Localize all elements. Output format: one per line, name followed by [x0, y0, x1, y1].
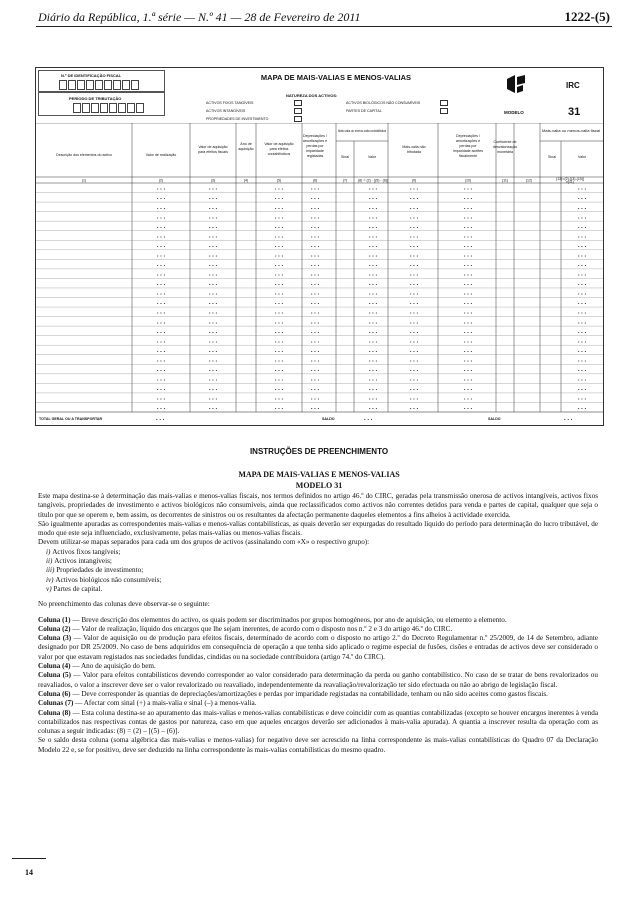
table-cell-placeholder[interactable]: . . .	[368, 328, 378, 335]
col-number-9: (9)	[411, 178, 417, 183]
checkbox-capital-shares[interactable]	[440, 108, 448, 114]
checkbox-biological[interactable]	[440, 100, 448, 106]
col-header-coef-1: Coeficiente de	[493, 140, 517, 144]
table-cell-placeholder[interactable]: . . .	[368, 290, 378, 297]
table-cell-placeholder[interactable]: . . .	[368, 281, 378, 288]
list-item: v) Partes de capital.	[46, 584, 103, 593]
asset-nature-label: NATUREZA DOS ACTIVOS:	[286, 93, 338, 98]
table-cell-placeholder[interactable]: . . .	[409, 233, 419, 240]
instructions-subtitle-1: MAPA DE MAIS-VALIAS E MENOS-VALIAS	[238, 470, 400, 479]
option-investment-property: PROPRIEDADES DE INVESTIMENTO	[206, 117, 269, 121]
table-cell-placeholder[interactable]: . . .	[274, 366, 284, 373]
table-cell-placeholder[interactable]: . . .	[463, 328, 473, 335]
table-cell-placeholder[interactable]: . . .	[208, 204, 218, 211]
table-cell-placeholder[interactable]: . . .	[409, 386, 419, 393]
table-cell-placeholder[interactable]: . . .	[310, 357, 320, 364]
table-cell-placeholder[interactable]: . . .	[310, 319, 320, 326]
table-cell-placeholder[interactable]: . . .	[577, 338, 587, 345]
table-cell-placeholder[interactable]: . . .	[368, 271, 378, 278]
table-cell-placeholder[interactable]: . . .	[577, 366, 587, 373]
table-cell-placeholder[interactable]: . . .	[409, 347, 419, 354]
table-cell-placeholder[interactable]: . . .	[577, 233, 587, 240]
table-cell-placeholder[interactable]: . . .	[409, 366, 419, 373]
table-cell-placeholder[interactable]: . . .	[156, 395, 166, 402]
journal-title: Diário da República, 1.ª série — N.º 41 — 28 de Fevereiro de 2011	[38, 10, 361, 24]
col-number-12: (12)	[525, 178, 533, 183]
table-cell-placeholder[interactable]: . . .	[208, 300, 218, 307]
table-cell-placeholder[interactable]: . . .	[274, 204, 284, 211]
total-accounting-dots: . . .	[364, 416, 373, 422]
table-cell-placeholder[interactable]: . . .	[208, 242, 218, 249]
table-cell-placeholder[interactable]: . . .	[274, 290, 284, 297]
tax-authority-logo	[505, 75, 527, 93]
table-cell-placeholder[interactable]: . . .	[310, 328, 320, 335]
instructions-body	[38, 492, 598, 755]
table-cell-placeholder[interactable]: . . .	[368, 338, 378, 345]
table-cell-placeholder[interactable]: . . .	[577, 386, 587, 393]
table-cell-placeholder[interactable]: . . .	[310, 309, 320, 316]
column-instruction: Coluna (2) — Valor de realização, líquido dos encargos que lhe sejam inerentes, de acordo com o disposto nos n.º 2 e 3 do artigo 46.º do CIRC.	[38, 624, 453, 633]
footer-rule	[12, 858, 46, 859]
table-cell-placeholder[interactable]: . . .	[208, 395, 218, 402]
table-cell-placeholder[interactable]: . . .	[274, 195, 284, 202]
table-cell-placeholder[interactable]: . . .	[463, 271, 473, 278]
column-instruction: Coluna (6) — Deve corresponder às quantias de depreciações/amortizações e perdas por imparidade registadas na contabilidade, tenham ou não sido aceites como gastos fiscais.	[38, 689, 548, 698]
header-rule	[36, 26, 612, 27]
table-cell-placeholder[interactable]: . . .	[156, 366, 166, 373]
table-cell-placeholder[interactable]: . . .	[368, 386, 378, 393]
table-cell-placeholder[interactable]: . . .	[409, 271, 419, 278]
table-cell-placeholder[interactable]: . . .	[310, 262, 320, 269]
table-cell-placeholder[interactable]: . . .	[310, 347, 320, 354]
col-header-untaxed-1: Mais-valia não	[402, 145, 426, 149]
table-cell-placeholder[interactable]: . . .	[310, 386, 320, 393]
checkbox-fixed-tangible[interactable]	[294, 100, 302, 106]
table-cell-placeholder[interactable]: . . .	[409, 309, 419, 316]
col-header-coef-3: monetária	[497, 150, 513, 154]
table-cell-placeholder[interactable]: . . .	[409, 300, 419, 307]
list-item: i) Activos fixos tangíveis;	[46, 547, 121, 556]
table-cell-placeholder[interactable]: . . .	[577, 376, 587, 383]
option-fixed-tangible: ACTIVOS FIXOS TANGÍVEIS	[206, 101, 254, 105]
table-cell-placeholder[interactable]: . . .	[310, 204, 320, 211]
table-cell-placeholder[interactable]: . . .	[274, 281, 284, 288]
col-number-4: (4)	[243, 178, 249, 183]
table-cell-placeholder[interactable]: . . .	[156, 290, 166, 297]
table-cell-placeholder[interactable]: . . .	[577, 328, 587, 335]
map-title: MAPA DE MAIS-VALIAS E MENOS-VALIAS	[260, 73, 412, 82]
col-header-depr-2: amortizações e	[302, 139, 328, 143]
table-cell-placeholder[interactable]: . . .	[208, 347, 218, 354]
table-cell-placeholder[interactable]: . . .	[274, 405, 284, 412]
table-cell-placeholder[interactable]: . . .	[409, 395, 419, 402]
table-cell-placeholder[interactable]: . . .	[156, 185, 166, 192]
paragraph-separate-maps: Devem utilizar-se mapas separados para cada um dos grupos de activos (assinalando com «X» o respectivo grupo):	[38, 538, 370, 547]
table-cell-placeholder[interactable]: . . .	[208, 185, 218, 192]
col-header-fdepr-3: perdas por	[459, 144, 477, 148]
col-header-value-2: Valor	[577, 155, 587, 159]
nif-box	[38, 70, 165, 92]
table-cell-placeholder[interactable]: . . .	[208, 376, 218, 383]
table-cell-placeholder[interactable]: . . .	[463, 405, 473, 412]
table-cell-placeholder[interactable]: . . .	[156, 328, 166, 335]
page-number: 14	[25, 868, 33, 877]
col-header-year-1: Ano de	[240, 142, 252, 146]
column-instruction: Coluna (8) — Esta coluna destina-se ao apuramento das mais-valias e menos-valias contabilísticas e deve coincidir com as quantias contabilizadas (excepto se houver encargos inerentes à venda contabilizados nas respectivas contas de gastos por natureza, caso em que aqueles encargos deverão ser adicionados à mais-valia apurada). A quantia a inscrever resulta da operação com as colunas a seguir indicadas: (8) = (2) – [(5) – (6)].	[38, 708, 599, 736]
col-number-8: (8) = (2) - [(5) - (6)]	[357, 178, 389, 183]
column-instruction: Coluna (3) — Valor de aquisição ou de produção para efeitos fiscais, determinado de acordo com o disposto no artigo 2.º do Decreto Regulamentar n.º 25/2009, de 14 de Setembro, adiante designado por DR 25/2009. No caso de bens adquiridos em consequência de operação a que tenha sido aplicado o regime especial de fusões, cisões e entradas de activos deve ser considerado o valor por que estavam registados nas sociedades fundidas, cindidas ou na sociedade contribuidora (artigo 74.º do CIRC).	[38, 634, 598, 661]
table-cell-placeholder[interactable]: . . .	[310, 185, 320, 192]
total-fiscal-dots: . . .	[564, 416, 573, 422]
paragraph-accounting: São igualmente apuradas as correspondentes mais-valias e menos-valias contabilísticas, as quais deverão ser expurgadas do resultado líquido do período para determinação do lucro tributável, de modo que este seja influenciado, exclusivamente, pelas mais-valias ou menos-valias fiscais.	[38, 519, 598, 538]
table-cell-placeholder[interactable]: . . .	[409, 223, 419, 230]
table-cell-placeholder[interactable]: . . .	[368, 252, 378, 259]
table-cell-placeholder[interactable]: . . .	[368, 223, 378, 230]
table-cell-placeholder[interactable]: . . .	[368, 405, 378, 412]
col-number-5: (5)	[276, 178, 282, 183]
table-cell-placeholder[interactable]: . . .	[368, 319, 378, 326]
table-cell-placeholder[interactable]: . . .	[409, 328, 419, 335]
table-cell-placeholder[interactable]: . . .	[156, 281, 166, 288]
table-cell-placeholder[interactable]: . . .	[208, 271, 218, 278]
table-cell-placeholder[interactable]: . . .	[310, 395, 320, 402]
table-cell-placeholder[interactable]: . . .	[274, 223, 284, 230]
table-cell-placeholder[interactable]: . . .	[577, 242, 587, 249]
table-cell-placeholder[interactable]: . . .	[409, 319, 419, 326]
table-cell-placeholder[interactable]: . . .	[577, 195, 587, 202]
table-cell-placeholder[interactable]: . . .	[274, 233, 284, 240]
table-cell-placeholder[interactable]: . . .	[409, 242, 419, 249]
table-cell-placeholder[interactable]: . . .	[577, 405, 587, 412]
table-cell-placeholder[interactable]: . . .	[156, 195, 166, 202]
col-header-depr-4: imparidade	[306, 149, 324, 153]
table-cell-placeholder[interactable]: . . .	[577, 214, 587, 221]
col-header-untaxed-2: tributada	[407, 150, 421, 154]
table-cell-placeholder[interactable]: . . .	[463, 223, 473, 230]
table-cell-placeholder[interactable]: . . .	[463, 357, 473, 364]
table-cell-placeholder[interactable]: . . .	[577, 290, 587, 297]
option-capital-shares: PARTES DE CAPITAL	[346, 109, 382, 113]
table-cell-placeholder[interactable]: . . .	[156, 223, 166, 230]
page-reference: 1222-(5)	[564, 9, 610, 24]
table-cell-placeholder[interactable]: . . .	[310, 242, 320, 249]
table-cell-placeholder[interactable]: . . .	[208, 223, 218, 230]
table-cell-placeholder[interactable]: . . .	[463, 185, 473, 192]
column-instruction: Coluna (5) — Valor para efeitos contabilísticos devendo corresponder ao valor considerado para determinação da perda ou ganho contabilístico. No caso de se tratar de bens revalorizados ou reavaliados, o valor a inscrever deve ser o valor revalorizado ou reavaliado, independentemente da reavaliação/revalorização ter sido efectuada ou não ao abrigo de legislação fiscal.	[38, 671, 598, 689]
table-cell-placeholder[interactable]: . . .	[577, 309, 587, 316]
col-number-3: (3)	[210, 178, 216, 183]
table-cell-placeholder[interactable]: . . .	[208, 319, 218, 326]
table-cell-placeholder[interactable]: . . .	[368, 357, 378, 364]
col-number-13b: x(11)	[566, 180, 574, 184]
table-cell-placeholder[interactable]: . . .	[208, 281, 218, 288]
table-cell-placeholder[interactable]: . . .	[156, 262, 166, 269]
table-cell-placeholder[interactable]: . . .	[463, 319, 473, 326]
table-cell-placeholder[interactable]: . . .	[156, 214, 166, 221]
table-cell-placeholder[interactable]: . . .	[274, 300, 284, 307]
col-header-realization-value: Valor de realização	[145, 153, 177, 157]
table-cell-placeholder[interactable]: . . .	[310, 223, 320, 230]
table-cell-placeholder[interactable]: . . .	[409, 262, 419, 269]
table-cell-placeholder[interactable]: . . .	[310, 290, 320, 297]
table-cell-placeholder[interactable]: . . .	[368, 204, 378, 211]
table-cell-placeholder[interactable]: . . .	[156, 242, 166, 249]
table-cell-placeholder[interactable]: . . .	[368, 195, 378, 202]
table-cell-placeholder[interactable]: . . .	[208, 290, 218, 297]
table-cell-placeholder[interactable]: . . .	[208, 366, 218, 373]
table-cell-placeholder[interactable]: . . .	[310, 281, 320, 288]
col-header-depr-3: perdas por	[306, 144, 324, 148]
table-cell-placeholder[interactable]: . . .	[368, 233, 378, 240]
col-number-7: (7)	[342, 178, 348, 183]
table-cell-placeholder[interactable]: . . .	[156, 300, 166, 307]
col-number-10: (10)	[464, 178, 472, 183]
table-cell-placeholder[interactable]: . . .	[310, 405, 320, 412]
table-cell-placeholder[interactable]: . . .	[274, 214, 284, 221]
col-header-sign: Sinal	[341, 155, 349, 159]
col-header-fiscal-acq-2: para efeitos fiscais	[198, 150, 228, 154]
saldo-fiscal: SALDO	[488, 417, 501, 421]
table-cell-placeholder[interactable]: . . .	[274, 309, 284, 316]
col-header-sign-2: Sinal	[548, 155, 556, 159]
table-cell-placeholder[interactable]: . . .	[409, 357, 419, 364]
table-cell-placeholder[interactable]: . . .	[409, 281, 419, 288]
col-header-acc-acq-2: para efeitos	[269, 147, 289, 151]
table-cell-placeholder[interactable]: . . .	[274, 357, 284, 364]
table-cell-placeholder[interactable]: . . .	[577, 223, 587, 230]
table-cell-placeholder[interactable]: . . .	[274, 252, 284, 259]
table-cell-placeholder[interactable]: . . .	[409, 376, 419, 383]
table-cell-placeholder[interactable]: . . .	[368, 395, 378, 402]
col-header-depr-5: registadas	[306, 154, 324, 158]
col-header-fiscal-gain: Mais-valia ou menos-valia fiscal	[542, 129, 601, 133]
table-cell-placeholder[interactable]: . . .	[310, 366, 320, 373]
table-cell-placeholder[interactable]: . . .	[274, 242, 284, 249]
checkbox-investment-property[interactable]	[294, 116, 302, 122]
total-label: TOTAL GERAL OU A TRANSPORTAR	[39, 417, 103, 421]
table-cell-placeholder[interactable]: . . .	[368, 214, 378, 221]
table-cell-placeholder[interactable]: . . .	[310, 376, 320, 383]
table-cell-placeholder[interactable]: . . .	[274, 185, 284, 192]
table-cell-placeholder[interactable]: . . .	[409, 405, 419, 412]
table-cell-placeholder[interactable]: . . .	[463, 366, 473, 373]
list-item: ii) Activos intangíveis;	[46, 557, 112, 566]
column-instruction: Coluna (4) — Ano de aquisição do bem.	[38, 662, 156, 671]
saldo-accounting: SALDO	[322, 417, 335, 421]
column-instruction: Se o saldo desta coluna (soma algébrica das mais-valias e menos-valias) for negativo deve ser acrescido na linha correspondente às mais-valias contabilísticas do Quadro 07 da Declaração Modelo 22 e, se for positivo, deve ser deduzido na linha correspondente às mais-valias contabilísticas do mesmo quadro.	[38, 736, 598, 754]
table-cell-placeholder[interactable]: . . .	[368, 185, 378, 192]
instructions-heading: INSTRUÇÕES DE PREENCHIMENTO	[249, 447, 389, 456]
table-cell-placeholder[interactable]: . . .	[274, 319, 284, 326]
table-cell-placeholder[interactable]: . . .	[310, 338, 320, 345]
table-cell-placeholder[interactable]: . . .	[368, 376, 378, 383]
table-cell-placeholder[interactable]: . . .	[463, 347, 473, 354]
table-cell-placeholder[interactable]: . . .	[463, 395, 473, 402]
table-cell-placeholder[interactable]: . . .	[368, 309, 378, 316]
col-number-13: (13)=(2)-[(3)-(10)]	[555, 177, 585, 181]
table-cell-placeholder[interactable]: . . .	[577, 252, 587, 259]
col-number-2: (2)	[158, 178, 164, 183]
table-cell-placeholder[interactable]: . . .	[208, 195, 218, 202]
period-label: PERÍODO DE TRIBUTAÇÃO	[69, 96, 122, 101]
table-cell-placeholder[interactable]: . . .	[208, 309, 218, 316]
table-cell-placeholder[interactable]: . . .	[208, 338, 218, 345]
table-cell-placeholder[interactable]: . . .	[274, 338, 284, 345]
table-cell-placeholder[interactable]: . . .	[409, 338, 419, 345]
option-intangible: ACTIVOS INTANGÍVEIS	[206, 109, 246, 113]
table-cell-placeholder[interactable]: . . .	[368, 300, 378, 307]
table-cell-placeholder[interactable]: . . .	[156, 347, 166, 354]
table-cell-placeholder[interactable]: . . .	[463, 376, 473, 383]
period-box	[38, 92, 165, 116]
table-cell-placeholder[interactable]: . . .	[463, 252, 473, 259]
col-header-year-2: aquisição	[238, 147, 254, 151]
modelo-31-form	[35, 67, 604, 426]
table-cell-placeholder[interactable]: . . .	[156, 309, 166, 316]
table-cell-placeholder[interactable]: . . .	[577, 357, 587, 364]
table-cell-placeholder[interactable]: . . .	[310, 300, 320, 307]
table-cell-placeholder[interactable]: . . .	[409, 290, 419, 297]
col-header-fdepr-4: imparidade aceites	[452, 149, 484, 153]
table-cell-placeholder[interactable]: . . .	[463, 204, 473, 211]
table-cell-placeholder[interactable]: . . .	[208, 214, 218, 221]
table-cell-placeholder[interactable]: . . .	[208, 252, 218, 259]
table-cell-placeholder[interactable]: . . .	[208, 357, 218, 364]
table-cell-placeholder[interactable]: . . .	[208, 386, 218, 393]
table-cell-placeholder[interactable]: . . .	[274, 271, 284, 278]
table-cell-placeholder[interactable]: . . .	[463, 262, 473, 269]
instructions-subtitle	[0, 469, 638, 491]
table-cell-placeholder[interactable]: . . .	[368, 366, 378, 373]
modelo-number: 31	[568, 106, 581, 118]
column-instruction: Coluna (1) — Breve descrição dos elementos do activo, os quais podem ser discriminados por grupos homogéneos, por ano de aquisição, ou elemento a elemento.	[38, 615, 507, 624]
table-cell-placeholder[interactable]: . . .	[463, 214, 473, 221]
col-header-acc-acq-3: contabilísticos	[267, 152, 291, 156]
paragraph-purpose: Este mapa destina-se à determinação das mais-valias e menos-valias fiscais, nos termos definidos no artigo 46.º do CIRC, geradas pela transmissão onerosa de activos intangíveis, activos fixos tangíveis, propriedades de investimento e activos biológicos não consumíveis, ainda que reclassificados como activos não correntes detidos para venda e partes de capital, qualquer que seja o título por que se operem e, bem assim, os decorrentes de sinistros ou os resultantes da afectação permanente daqueles elementos a fins alheios à actividade exercida.	[38, 492, 598, 519]
col-header-acc-acq-1: Valor de aquisição	[264, 142, 294, 146]
col-header-fiscal-acq-1: Valor de aquisição	[198, 145, 228, 149]
table-cell-placeholder[interactable]: . . .	[274, 376, 284, 383]
table-cell-placeholder[interactable]: . . .	[368, 242, 378, 249]
list-item: iii) Propriedades de investimento;	[46, 566, 144, 575]
table-cell-placeholder[interactable]: . . .	[463, 338, 473, 345]
table-cell-placeholder[interactable]: . . .	[208, 328, 218, 335]
col-header-description: Descrição dos elementos do activo	[56, 153, 112, 157]
col-number-11: (11)	[501, 178, 509, 183]
table-cell-placeholder[interactable]: . . .	[463, 281, 473, 288]
table-cell-placeholder[interactable]: . . .	[577, 300, 587, 307]
table-cell-placeholder[interactable]: . . .	[463, 300, 473, 307]
col-header-coef-2: desvalorização	[493, 145, 517, 149]
table-cell-placeholder[interactable]: . . .	[208, 233, 218, 240]
paragraph-columns-intro: No preenchimento das colunas deve observar-se o seguinte:	[38, 600, 210, 609]
table-cell-placeholder[interactable]: . . .	[368, 262, 378, 269]
table-cell-placeholder[interactable]: . . .	[577, 262, 587, 269]
table-cell-placeholder[interactable]: . . .	[310, 271, 320, 278]
table-cell-placeholder[interactable]: . . .	[274, 328, 284, 335]
table-cell-placeholder[interactable]: . . .	[577, 319, 587, 326]
list-item: iv) Activos biológicos não consumíveis;	[46, 575, 162, 584]
table-cell-placeholder[interactable]: . . .	[577, 185, 587, 192]
table-cell-placeholder[interactable]: . . .	[463, 290, 473, 297]
table-cell-placeholder[interactable]: . . .	[274, 347, 284, 354]
assets-table	[36, 123, 603, 425]
table-cell-placeholder[interactable]: . . .	[274, 386, 284, 393]
irc-label: IRC	[566, 81, 580, 90]
table-cell-placeholder[interactable]: . . .	[156, 204, 166, 211]
table-cell-placeholder[interactable]: . . .	[463, 195, 473, 202]
modelo-label: MODELO	[504, 110, 524, 115]
column-instruction: Colunas (7) — Afectar com sinal (+) a mais-valia e sinal (–) a menos-valia.	[38, 699, 257, 708]
col-header-fdepr-5: fiscalmente	[458, 154, 478, 158]
col-number-1: (1)	[81, 178, 87, 183]
table-cell-placeholder[interactable]: . . .	[310, 233, 320, 240]
total-realization-dots: . . .	[156, 416, 165, 422]
table-cell-placeholder[interactable]: . . .	[409, 204, 419, 211]
nif-cells[interactable]	[59, 80, 140, 90]
table-cell-placeholder[interactable]: . . .	[577, 271, 587, 278]
checkbox-intangible[interactable]	[294, 108, 302, 114]
col-number-6: (6)	[312, 178, 318, 183]
table-cell-placeholder[interactable]: . . .	[577, 347, 587, 354]
table-cell-placeholder[interactable]: . . .	[310, 252, 320, 259]
table-cell-placeholder[interactable]: . . .	[156, 271, 166, 278]
table-cell-placeholder[interactable]: . . .	[156, 405, 166, 412]
table-cell-placeholder[interactable]: . . .	[463, 309, 473, 316]
col-header-accounting-gain: Mais-valia ou menos-valia contabilística	[338, 129, 386, 133]
table-cell-placeholder[interactable]: . . .	[156, 338, 166, 345]
table-cell-placeholder[interactable]: . . .	[156, 386, 166, 393]
col-header-fdepr-2: amortizações e	[455, 139, 481, 143]
table-cell-placeholder[interactable]: . . .	[577, 204, 587, 211]
table-cell-placeholder[interactable]: . . .	[274, 395, 284, 402]
period-cells[interactable]	[73, 103, 145, 113]
table-cell-placeholder[interactable]: . . .	[208, 405, 218, 412]
table-cell-placeholder[interactable]: . . .	[463, 242, 473, 249]
instructions-subtitle-2: MODELO 31	[295, 481, 343, 490]
table-cell-placeholder[interactable]: . . .	[409, 185, 419, 192]
table-cell-placeholder[interactable]: . . .	[409, 195, 419, 202]
table-cell-placeholder[interactable]: . . .	[463, 386, 473, 393]
table-cell-placeholder[interactable]: . . .	[409, 252, 419, 259]
col-header-depr-1: Depreciações /	[303, 134, 327, 138]
table-cell-placeholder[interactable]: . . .	[409, 214, 419, 221]
option-biological: ACTIVOS BIOLÓGICOS NÃO CONSUMÍVEIS	[346, 101, 421, 105]
table-cell-placeholder[interactable]: . . .	[156, 357, 166, 364]
table-cell-placeholder[interactable]: . . .	[577, 281, 587, 288]
table-cell-placeholder[interactable]: . . .	[310, 214, 320, 221]
table-cell-placeholder[interactable]: . . .	[368, 347, 378, 354]
table-cell-placeholder[interactable]: . . .	[463, 233, 473, 240]
col-header-fdepr-1: Depreciações /	[456, 134, 480, 138]
table-cell-placeholder[interactable]: . . .	[208, 262, 218, 269]
table-cell-placeholder[interactable]: . . .	[310, 195, 320, 202]
table-cell-placeholder[interactable]: . . .	[577, 395, 587, 402]
col-header-value: Valor	[367, 155, 377, 159]
table-cell-placeholder[interactable]: . . .	[156, 252, 166, 259]
table-cell-placeholder[interactable]: . . .	[274, 262, 284, 269]
table-cell-placeholder[interactable]: . . .	[156, 376, 166, 383]
nif-label: N.º DE IDENTIFICAÇÃO FISCAL	[61, 73, 122, 78]
table-cell-placeholder[interactable]: . . .	[156, 233, 166, 240]
table-cell-placeholder[interactable]: . . .	[156, 319, 166, 326]
